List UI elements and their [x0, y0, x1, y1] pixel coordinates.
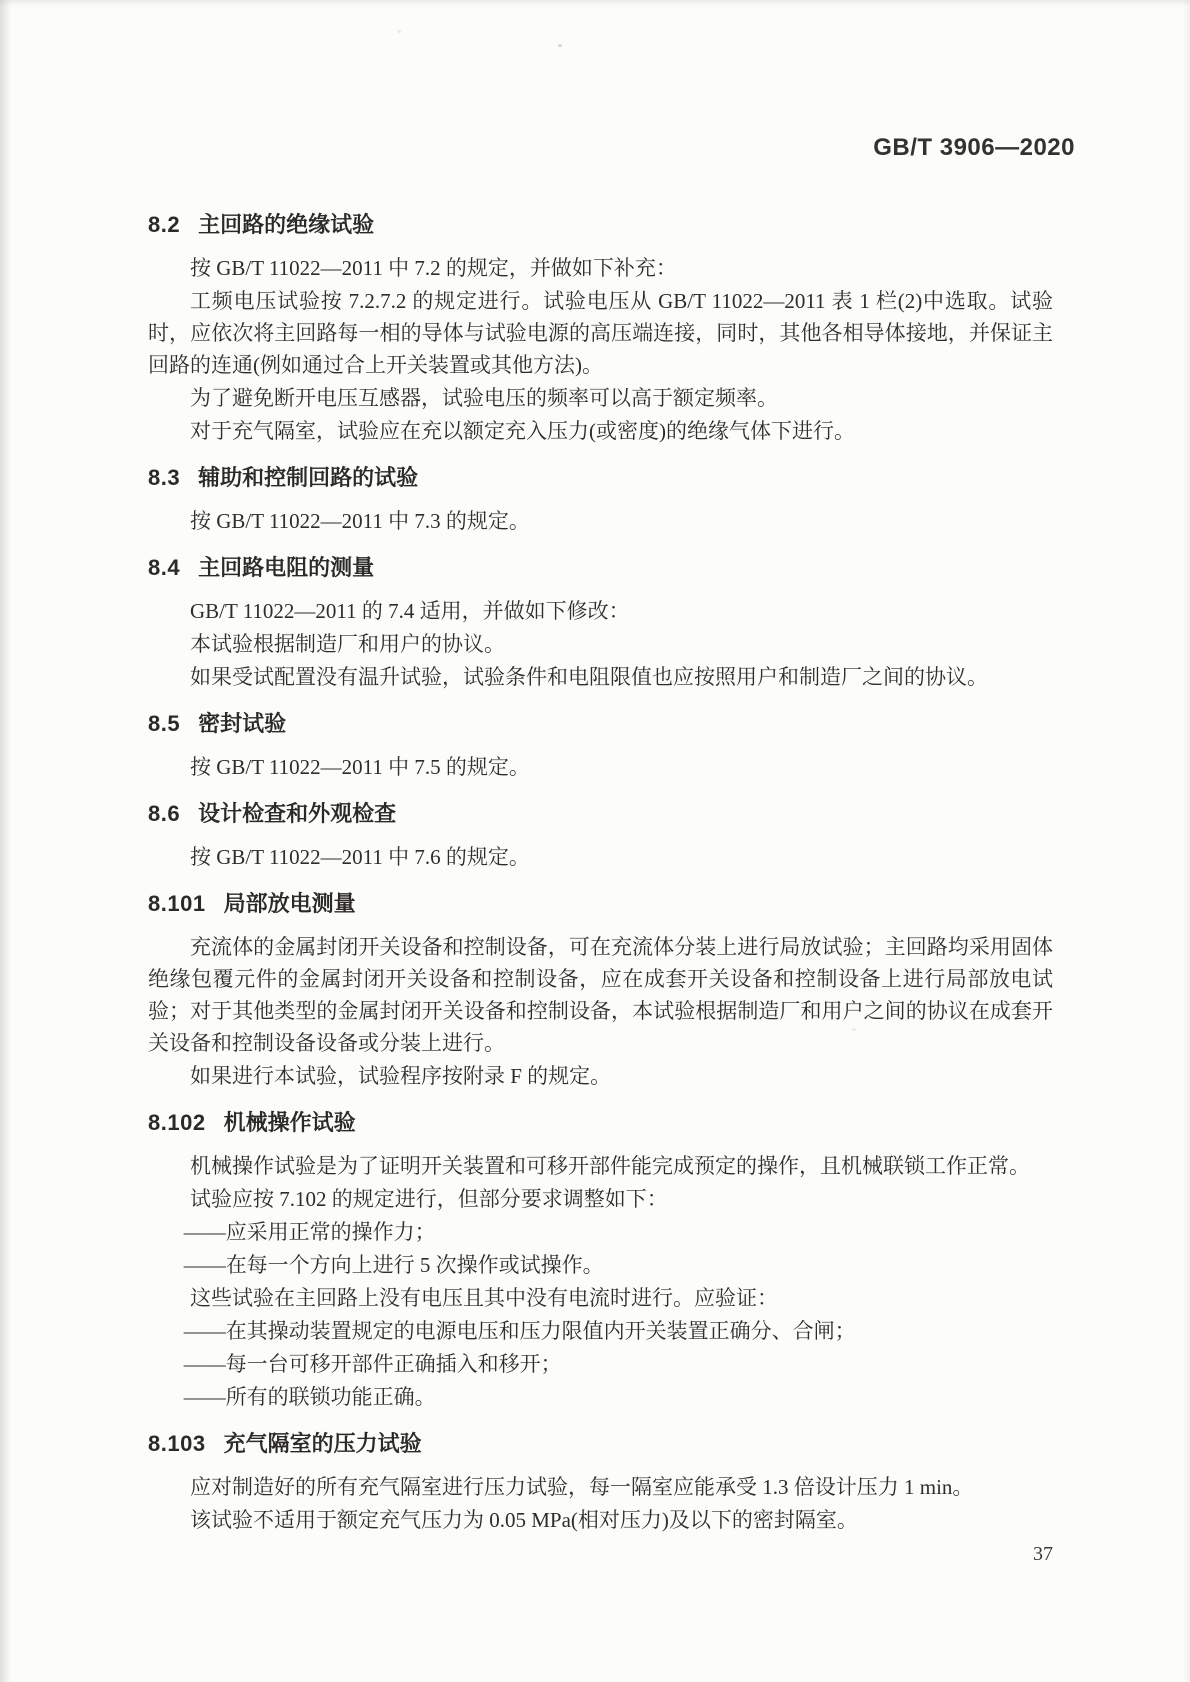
paragraph: 如果受试配置没有温升试验，试验条件和电阻限值也应按照用户和制造厂之间的协议。: [190, 665, 988, 689]
section-title: 设计检查和外观检查: [198, 801, 397, 826]
list-item-dash: ——在其操动装置规定的电源电压和压力限值内开关装置正确分、合闸；: [183, 1319, 856, 1343]
paragraph: GB/T 11022—2011 的 7.4 适用，并做如下修改：: [190, 599, 630, 623]
scan-edge-shadow-left: [0, 0, 11, 1682]
section-number: 8.6: [148, 801, 181, 826]
paragraph: 应对制造好的所有充气隔室进行压力试验，每一隔室应能承受 1.3 倍设计压力 1 min。: [190, 1475, 974, 1499]
paragraph: 本试验根据制造厂和用户的协议。: [190, 632, 505, 656]
section-heading-8-101: [148, 891, 1053, 917]
section-title: 辅助和控制回路的试验: [198, 465, 419, 490]
paragraph: 按 GB/T 11022—2011 中 7.6 的规定。: [190, 845, 530, 869]
paragraph: 按 GB/T 11022—2011 中 7.5 的规定。: [190, 755, 530, 779]
list-item-dash: ——所有的联锁功能正确。: [183, 1385, 436, 1409]
paragraph: 试验应按 7.102 的规定进行，但部分要求调整如下：: [190, 1187, 668, 1211]
section-heading-8-102: [148, 1110, 1053, 1136]
doc-code-header: GB/T 3906—2020: [873, 134, 1075, 161]
scan-speck: [398, 30, 401, 33]
page-body: [148, 212, 1053, 1536]
section-heading-8-2: [148, 212, 1053, 238]
scan-edge-shadow-right: [1183, 0, 1190, 1682]
section-heading-8-5: [148, 711, 1053, 737]
section-heading-8-6: [148, 801, 1053, 827]
paragraph: 充流体的金属封闭开关设备和控制设备，可在充流体分装上进行局放试验；主回路均采用固体绝缘包覆元件的金属封闭开关设备和控制设备，应在成套开关设备和控制设备上进行局部放电试验；对于其他类型的金属封闭开关设备和控制设备，本试验根据制造厂和用户之间的协议在成套开关设备和控制设备设备或分装上进行。: [148, 935, 1053, 1055]
section-title: 机械操作试验: [223, 1110, 356, 1135]
section-title: 局部放电测量: [223, 891, 356, 916]
paragraph: 对于充气隔室，试验应在充以额定充入压力(或密度)的绝缘气体下进行。: [190, 419, 855, 443]
section-number: 8.5: [148, 711, 181, 736]
paragraph: 为了避免断开电压互感器，试验电压的频率可以高于额定频率。: [190, 386, 778, 410]
paragraph: 这些试验在主回路上没有电压且其中没有电流时进行。应验证：: [190, 1286, 778, 1310]
paragraph: 机械操作试验是为了证明开关装置和可移开部件能完成预定的操作，且机械联锁工作正常。: [190, 1154, 1030, 1178]
section-number: 8.101: [148, 891, 206, 916]
paragraph: 按 GB/T 11022—2011 中 7.2 的规定，并做如下补充：: [190, 256, 677, 280]
paragraph: 该试验不适用于额定充气压力为 0.05 MPa(相对压力)及以下的密封隔室。: [190, 1508, 858, 1532]
section-title: 主回路电阻的测量: [198, 555, 375, 580]
section-number: 8.103: [148, 1431, 206, 1456]
section-number: 8.102: [148, 1110, 206, 1135]
scan-speck: [558, 44, 562, 47]
section-heading-8-103: [148, 1431, 1053, 1457]
section-title: 密封试验: [198, 711, 287, 736]
paragraph: 工频电压试验按 7.2.7.2 的规定进行。试验电压从 GB/T 11022—2011 表 1 栏(2)中选取。试验时，应依次将主回路每一相的导体与试验电源的高压端连接，同时，其他各相导体接地，并保证主回路的连通(例如通过合上开关装置或其他方法)。: [148, 289, 1053, 377]
section-heading-8-3: [148, 465, 1053, 491]
list-item-dash: ——在每一个方向上进行 5 次操作或试操作。: [183, 1253, 604, 1277]
paragraph: 按 GB/T 11022—2011 中 7.3 的规定。: [190, 509, 530, 533]
section-number: 8.3: [148, 465, 181, 490]
section-number: 8.2: [148, 212, 181, 237]
scan-edge-shadow-top: [0, 0, 1190, 6]
section-number: 8.4: [148, 555, 181, 580]
list-item-dash: ——应采用正常的操作力；: [183, 1220, 436, 1244]
section-heading-8-4: [148, 555, 1053, 581]
section-title: 充气隔室的压力试验: [223, 1431, 422, 1456]
page-number: 37: [1033, 1543, 1053, 1565]
section-title: 主回路的绝缘试验: [198, 212, 375, 237]
paragraph: 如果进行本试验，试验程序按附录 F 的规定。: [190, 1064, 612, 1088]
list-item-dash: ——每一台可移开部件正确插入和移开；: [183, 1352, 562, 1376]
